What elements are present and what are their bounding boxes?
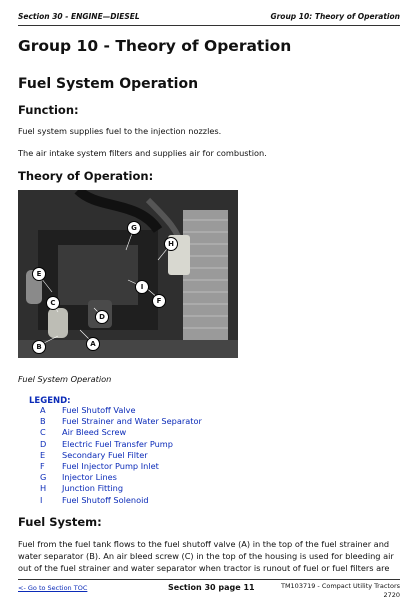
legend-label: Electric Fuel Transfer Pump	[62, 438, 173, 449]
function-heading: Function:	[18, 103, 79, 117]
legend-label: Fuel Shutoff Solenoid	[62, 494, 149, 505]
page-header	[18, 9, 400, 26]
callout-f: F	[152, 294, 166, 308]
fuel-system-photo	[18, 190, 238, 358]
publication-info	[281, 582, 400, 600]
legend-item	[40, 416, 202, 427]
header-section: Section 30 - ENGINE—DIESEL	[18, 12, 140, 21]
callout-b: B	[32, 340, 46, 354]
figure-caption: Fuel System Operation	[18, 374, 112, 384]
fuel-system-line-2: water separator (B). An air bleed screw (C) in the top of the housing is used for bleeding air	[18, 551, 394, 561]
callout-e: E	[32, 267, 46, 281]
legend-item	[40, 405, 202, 416]
legend-item	[40, 483, 202, 494]
legend-label: Fuel Strainer and Water Separator	[62, 416, 202, 427]
legend-item	[40, 427, 202, 438]
function-paragraph-2: The air intake system filters and supplies air for combustion.	[18, 148, 267, 158]
callout-a: A	[86, 337, 100, 351]
model-number: 2720	[383, 591, 400, 599]
legend-label: Injector Lines	[62, 472, 117, 483]
callout-i: I	[135, 280, 149, 294]
legend-key: C	[40, 427, 46, 438]
legend-label: Secondary Fuel Filter	[62, 449, 148, 460]
callout-h: H	[164, 237, 178, 251]
legend-key: E	[40, 449, 46, 460]
legend-item	[40, 450, 202, 461]
legend-key: B	[40, 416, 46, 427]
page-number: Section 30 page 11	[168, 583, 255, 592]
legend-label: Fuel Shutoff Valve	[62, 405, 136, 415]
legend-label: Fuel Injector Pump Inlet	[62, 460, 159, 471]
section-title: Fuel System Operation	[18, 76, 199, 92]
function-paragraph-1: Fuel system supplies fuel to the injection nozzles.	[18, 126, 222, 136]
legend-key: H	[40, 483, 47, 494]
go-to-section-toc-link[interactable]: <- Go to Section TOC	[18, 584, 88, 592]
fuel-system-line-1: Fuel from the fuel tank flows to the fuel shutoff valve (A) in the top of the fuel strainer and	[18, 539, 390, 549]
page-title: Group 10 - Theory of Operation	[18, 37, 292, 55]
theory-heading: Theory of Operation:	[18, 169, 154, 183]
header-group: Group 10: Theory of Operation	[270, 12, 400, 21]
legend-item	[40, 472, 202, 483]
callout-d: D	[95, 310, 109, 324]
callout-c: C	[46, 296, 60, 310]
fuel-system-heading: Fuel System:	[18, 515, 102, 529]
callout-g: G	[127, 221, 141, 235]
fuel-system-line-3: out of the fuel strainer and water separator when tractor is runout of fuel or fuel filters are	[18, 563, 390, 573]
legend-key: I	[40, 494, 43, 505]
legend-item	[40, 439, 202, 450]
legend-label: Junction Fitting	[62, 483, 124, 494]
legend-key: G	[40, 472, 47, 483]
legend-item	[40, 461, 202, 472]
legend-label: Air Bleed Screw	[62, 427, 127, 438]
legend-key: A	[40, 405, 46, 415]
legend-item	[40, 495, 202, 506]
legend-title: LEGEND:	[29, 396, 71, 406]
legend-key: F	[40, 460, 45, 471]
publication-title: TM103719 - Compact Utility Tractors	[280, 582, 400, 590]
legend-key: D	[40, 438, 47, 449]
page-footer	[18, 579, 400, 602]
legend-list	[40, 405, 202, 506]
